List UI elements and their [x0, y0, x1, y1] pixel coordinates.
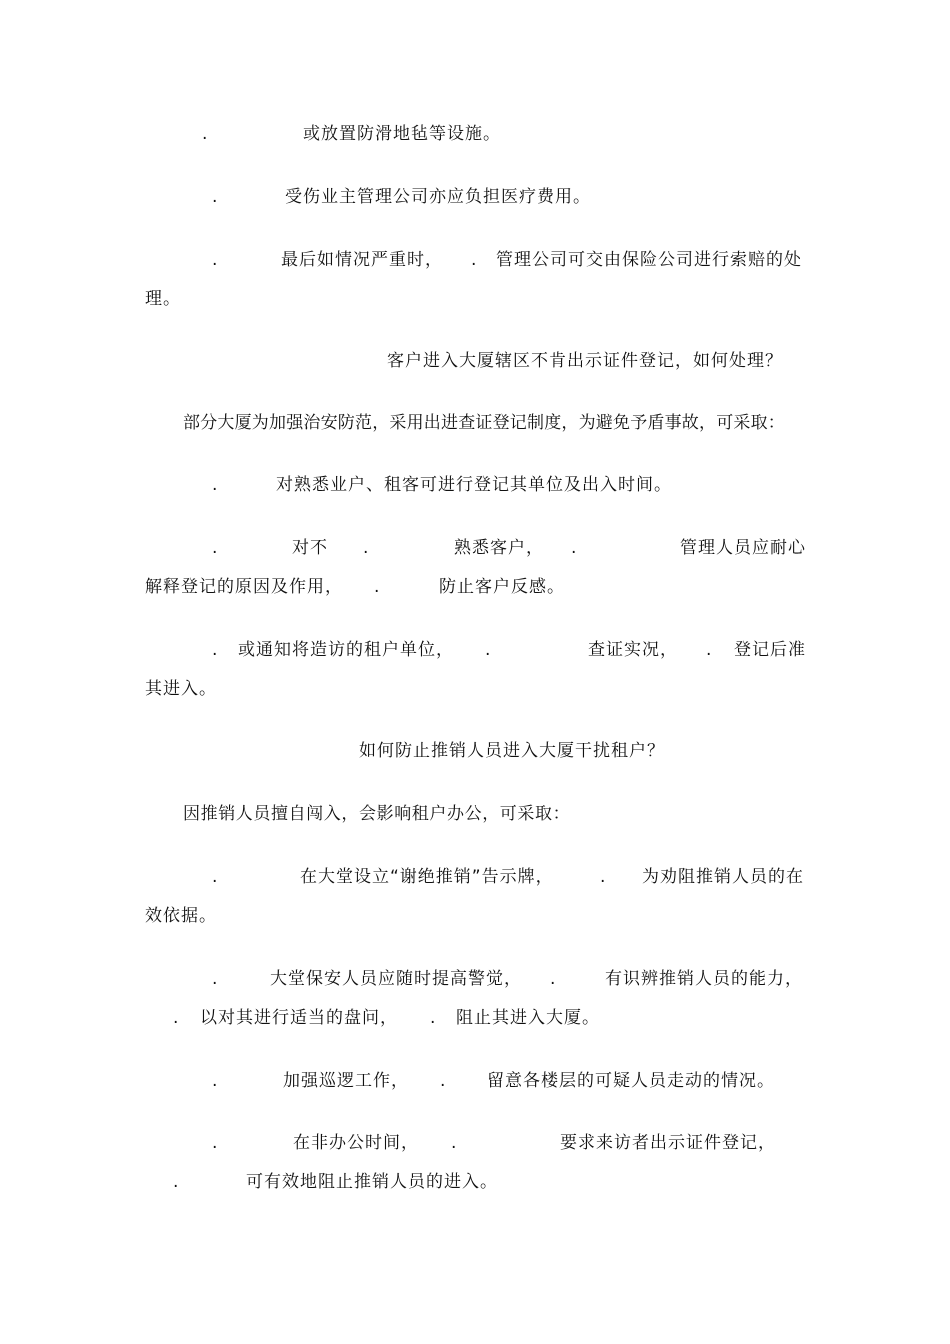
- bullet-dot: .: [440, 1071, 447, 1091]
- paragraph-text: 在大堂设立“谢绝推销”告示牌，: [300, 867, 554, 887]
- paragraph-text: 查证实况，: [588, 640, 678, 660]
- bullet-dot: .: [212, 475, 219, 495]
- section-heading: 客户进入大厦辖区不肯出示证件登记，如何处理？: [387, 351, 783, 371]
- bullet-dot: .: [706, 640, 713, 660]
- paragraph-text: 对不: [292, 538, 328, 558]
- paragraph-text: 有识辨推销人员的能力，: [605, 969, 803, 989]
- bullet-dot: .: [212, 538, 219, 558]
- bullet-dot: .: [550, 969, 557, 989]
- bullet-dot: .: [202, 124, 209, 144]
- paragraph-text: 或通知将造访的租户单位，: [238, 640, 454, 660]
- bullet-dot: .: [374, 577, 381, 597]
- bullet-dot: .: [471, 250, 478, 270]
- paragraph-text: 大堂保安人员应随时提高警觉，: [270, 969, 522, 989]
- paragraph-text: 在非办公时间，: [293, 1133, 419, 1153]
- paragraph-continuation: 防止客户反感。: [439, 577, 565, 597]
- paragraph-text: 管理人员应耐心: [680, 538, 806, 558]
- bullet-dot: .: [212, 1071, 219, 1091]
- bullet-dot: .: [430, 1008, 437, 1028]
- paragraph-continuation: 解释登记的原因及作用，: [145, 577, 343, 597]
- bullet-dot: .: [451, 1133, 458, 1153]
- paragraph-continuation: 其进入。: [145, 679, 217, 699]
- bullet-dot: .: [173, 1172, 180, 1192]
- paragraph-continuation: 理。: [145, 289, 181, 309]
- paragraph-text: 登记后准: [734, 640, 806, 660]
- paragraph-text: 管理公司可交由保险公司进行索赔的处: [496, 250, 802, 270]
- paragraph-text: 最后如情况严重时，: [281, 250, 443, 270]
- paragraph-text: 受伤业主管理公司亦应负担医疗费用。: [285, 187, 591, 207]
- section-heading: 如何防止推销人员进入大厦干扰租户？: [359, 741, 665, 761]
- paragraph-continuation: 效依据。: [145, 906, 217, 926]
- bullet-dot: .: [600, 867, 607, 887]
- section-intro: 因推销人员擅自闯入，会影响租户办公，可采取：: [183, 804, 571, 824]
- bullet-dot: .: [363, 538, 370, 558]
- paragraph-continuation: 可有效地阻止推销人员的进入。: [246, 1172, 498, 1192]
- bullet-dot: .: [173, 1008, 180, 1028]
- bullet-dot: .: [212, 867, 219, 887]
- paragraph-text: 为劝阻推销人员的在: [642, 867, 804, 887]
- paragraph-continuation: 以对其进行适当的盘问，: [200, 1008, 398, 1028]
- bullet-dot: .: [212, 250, 219, 270]
- bullet-dot: .: [212, 1133, 219, 1153]
- bullet-dot: .: [212, 969, 219, 989]
- paragraph-text: 留意各楼层的可疑人员走动的情况。: [487, 1071, 775, 1091]
- paragraph-text: 要求来访者出示证件登记，: [560, 1133, 776, 1153]
- paragraph-continuation: 阻止其进入大厦。: [456, 1008, 600, 1028]
- section-intro: 部分大厦为加强治安防范，采用出进查证登记制度，为避免予盾事故，可采取：: [183, 413, 785, 433]
- bullet-dot: .: [485, 640, 492, 660]
- bullet-dot: .: [212, 640, 219, 660]
- bullet-dot: .: [212, 187, 219, 207]
- paragraph-text: 对熟悉业户、租客可进行登记其单位及出入时间。: [276, 475, 672, 495]
- bullet-dot: .: [571, 538, 578, 558]
- paragraph-text: 熟悉客户，: [454, 538, 544, 558]
- paragraph-text: 加强巡逻工作，: [283, 1071, 409, 1091]
- paragraph-text: 或放置防滑地毡等设施。: [303, 124, 501, 144]
